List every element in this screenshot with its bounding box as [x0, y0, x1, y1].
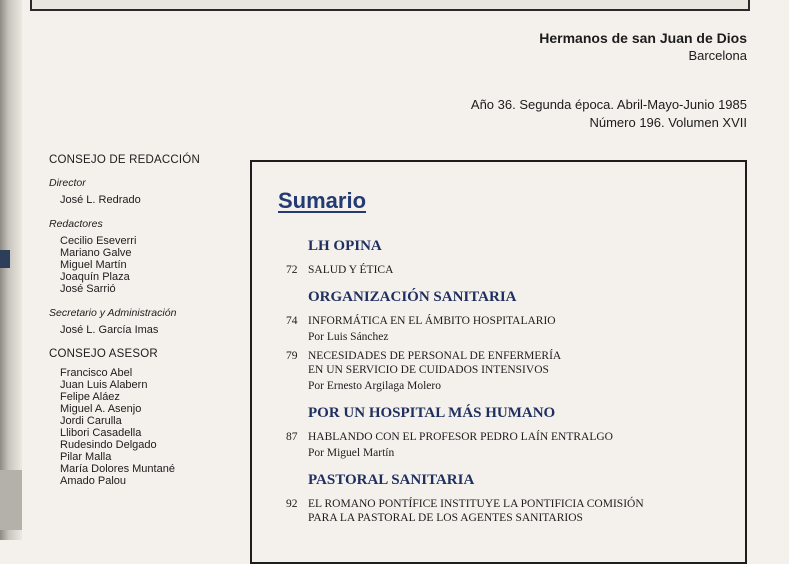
director-names	[49, 194, 249, 206]
table-of-contents	[286, 234, 736, 525]
asesor-name: Francisco Abel	[60, 367, 133, 379]
edition-line-2: Número 196. Volumen XVII	[589, 115, 747, 130]
redactor-name: Mariano Galve	[60, 247, 132, 259]
binding-edge	[0, 0, 22, 540]
toc-page-number: 74	[286, 315, 298, 327]
toc-entry-title: HABLANDO CON EL PROFESOR PEDRO LAÍN ENTRALGO	[308, 431, 613, 443]
toc-section-heading: PASTORAL SANITARIA	[308, 472, 475, 488]
toc-section-heading: LH OPINA	[308, 238, 382, 254]
toc-entry[interactable]	[286, 430, 736, 460]
director-role: Director	[49, 177, 86, 189]
secretaria-role: Secretario y Administración	[49, 307, 177, 319]
asesor-name: María Dolores Muntané	[60, 463, 175, 475]
toc-entry-title-cont: PARA LA PASTORAL DE LOS AGENTES SANITARIOS	[308, 512, 583, 524]
toc-entry-author: Por Luis Sánchez	[308, 331, 389, 343]
consejo-redaccion-heading: CONSEJO DE REDACCIÓN	[49, 154, 200, 166]
toc-entry-title: INFORMÁTICA EN EL ÁMBITO HOSPITALARIO	[308, 315, 556, 327]
redactor-name: Cecilio Eseverri	[60, 235, 137, 247]
toc-entry-author: Por Ernesto Argilaga Molero	[308, 380, 441, 392]
redactor-name: Miguel Martín	[60, 259, 127, 271]
redactores-role: Redactores	[49, 218, 103, 230]
asesor-name: Miguel A. Asenjo	[60, 403, 142, 415]
binding-mark	[0, 250, 10, 268]
toc-entry-title: EL ROMANO PONTÍFICE INSTITUYE LA PONTIFICIA COMISIÓN	[308, 498, 644, 510]
redactor-name: Joaquín Plaza	[60, 271, 130, 283]
toc-entry-author: Por Miguel Martín	[308, 447, 395, 459]
asesor-name: Pilar Malla	[60, 451, 112, 463]
sumario-title: Sumario	[278, 188, 367, 213]
secretaria-names	[49, 324, 249, 336]
publisher-block	[539, 30, 747, 64]
toc-entry-title: NECESIDADES DE PERSONAL DE ENFERMERÍA	[308, 350, 562, 362]
asesor-name: Jordi Carulla	[60, 415, 122, 427]
asesor-name: Rudesindo Delgado	[60, 439, 157, 451]
top-frame	[30, 0, 750, 11]
editorial-board	[49, 154, 249, 487]
publisher-name: Hermanos de san Juan de Dios	[539, 30, 747, 46]
asesores-list	[49, 367, 249, 487]
toc-entry[interactable]	[286, 314, 736, 344]
asesor-name: Felipe Aláez	[60, 391, 120, 403]
asesor-name: Amado Palou	[60, 475, 127, 487]
toc-entry[interactable]	[286, 349, 736, 393]
binding-block	[0, 470, 22, 530]
edition-block	[471, 96, 747, 132]
toc-entry-title-cont: EN UN SERVICIO DE CUIDADOS INTENSIVOS	[308, 364, 549, 376]
toc-page-number: 87	[286, 431, 298, 443]
toc-entry-title: SALUD Y ÉTICA	[308, 264, 394, 276]
secretaria-name: José L. García Imas	[60, 324, 159, 336]
redactor-name: José Sarrió	[60, 283, 116, 295]
redactores-list	[49, 235, 249, 295]
asesor-name: Llibori Casadella	[60, 427, 142, 439]
toc-section-heading: ORGANIZACIÓN SANITARIA	[308, 289, 517, 305]
toc-entry[interactable]	[286, 497, 736, 525]
consejo-asesor-heading: CONSEJO ASESOR	[49, 348, 158, 360]
edition-line-1: Año 36. Segunda época. Abril-Mayo-Junio 1985	[470, 97, 747, 112]
toc-section-heading: POR UN HOSPITAL MÁS HUMANO	[308, 405, 556, 421]
director-name: José L. Redrado	[60, 194, 141, 206]
asesor-name: Juan Luis Alabern	[60, 379, 148, 391]
toc-entry[interactable]	[286, 263, 736, 277]
publisher-city: Barcelona	[688, 48, 747, 63]
toc-page-number: 92	[286, 498, 298, 510]
toc-page-number: 79	[286, 350, 298, 362]
toc-page-number: 72	[286, 264, 298, 276]
sumario-box	[250, 160, 747, 564]
